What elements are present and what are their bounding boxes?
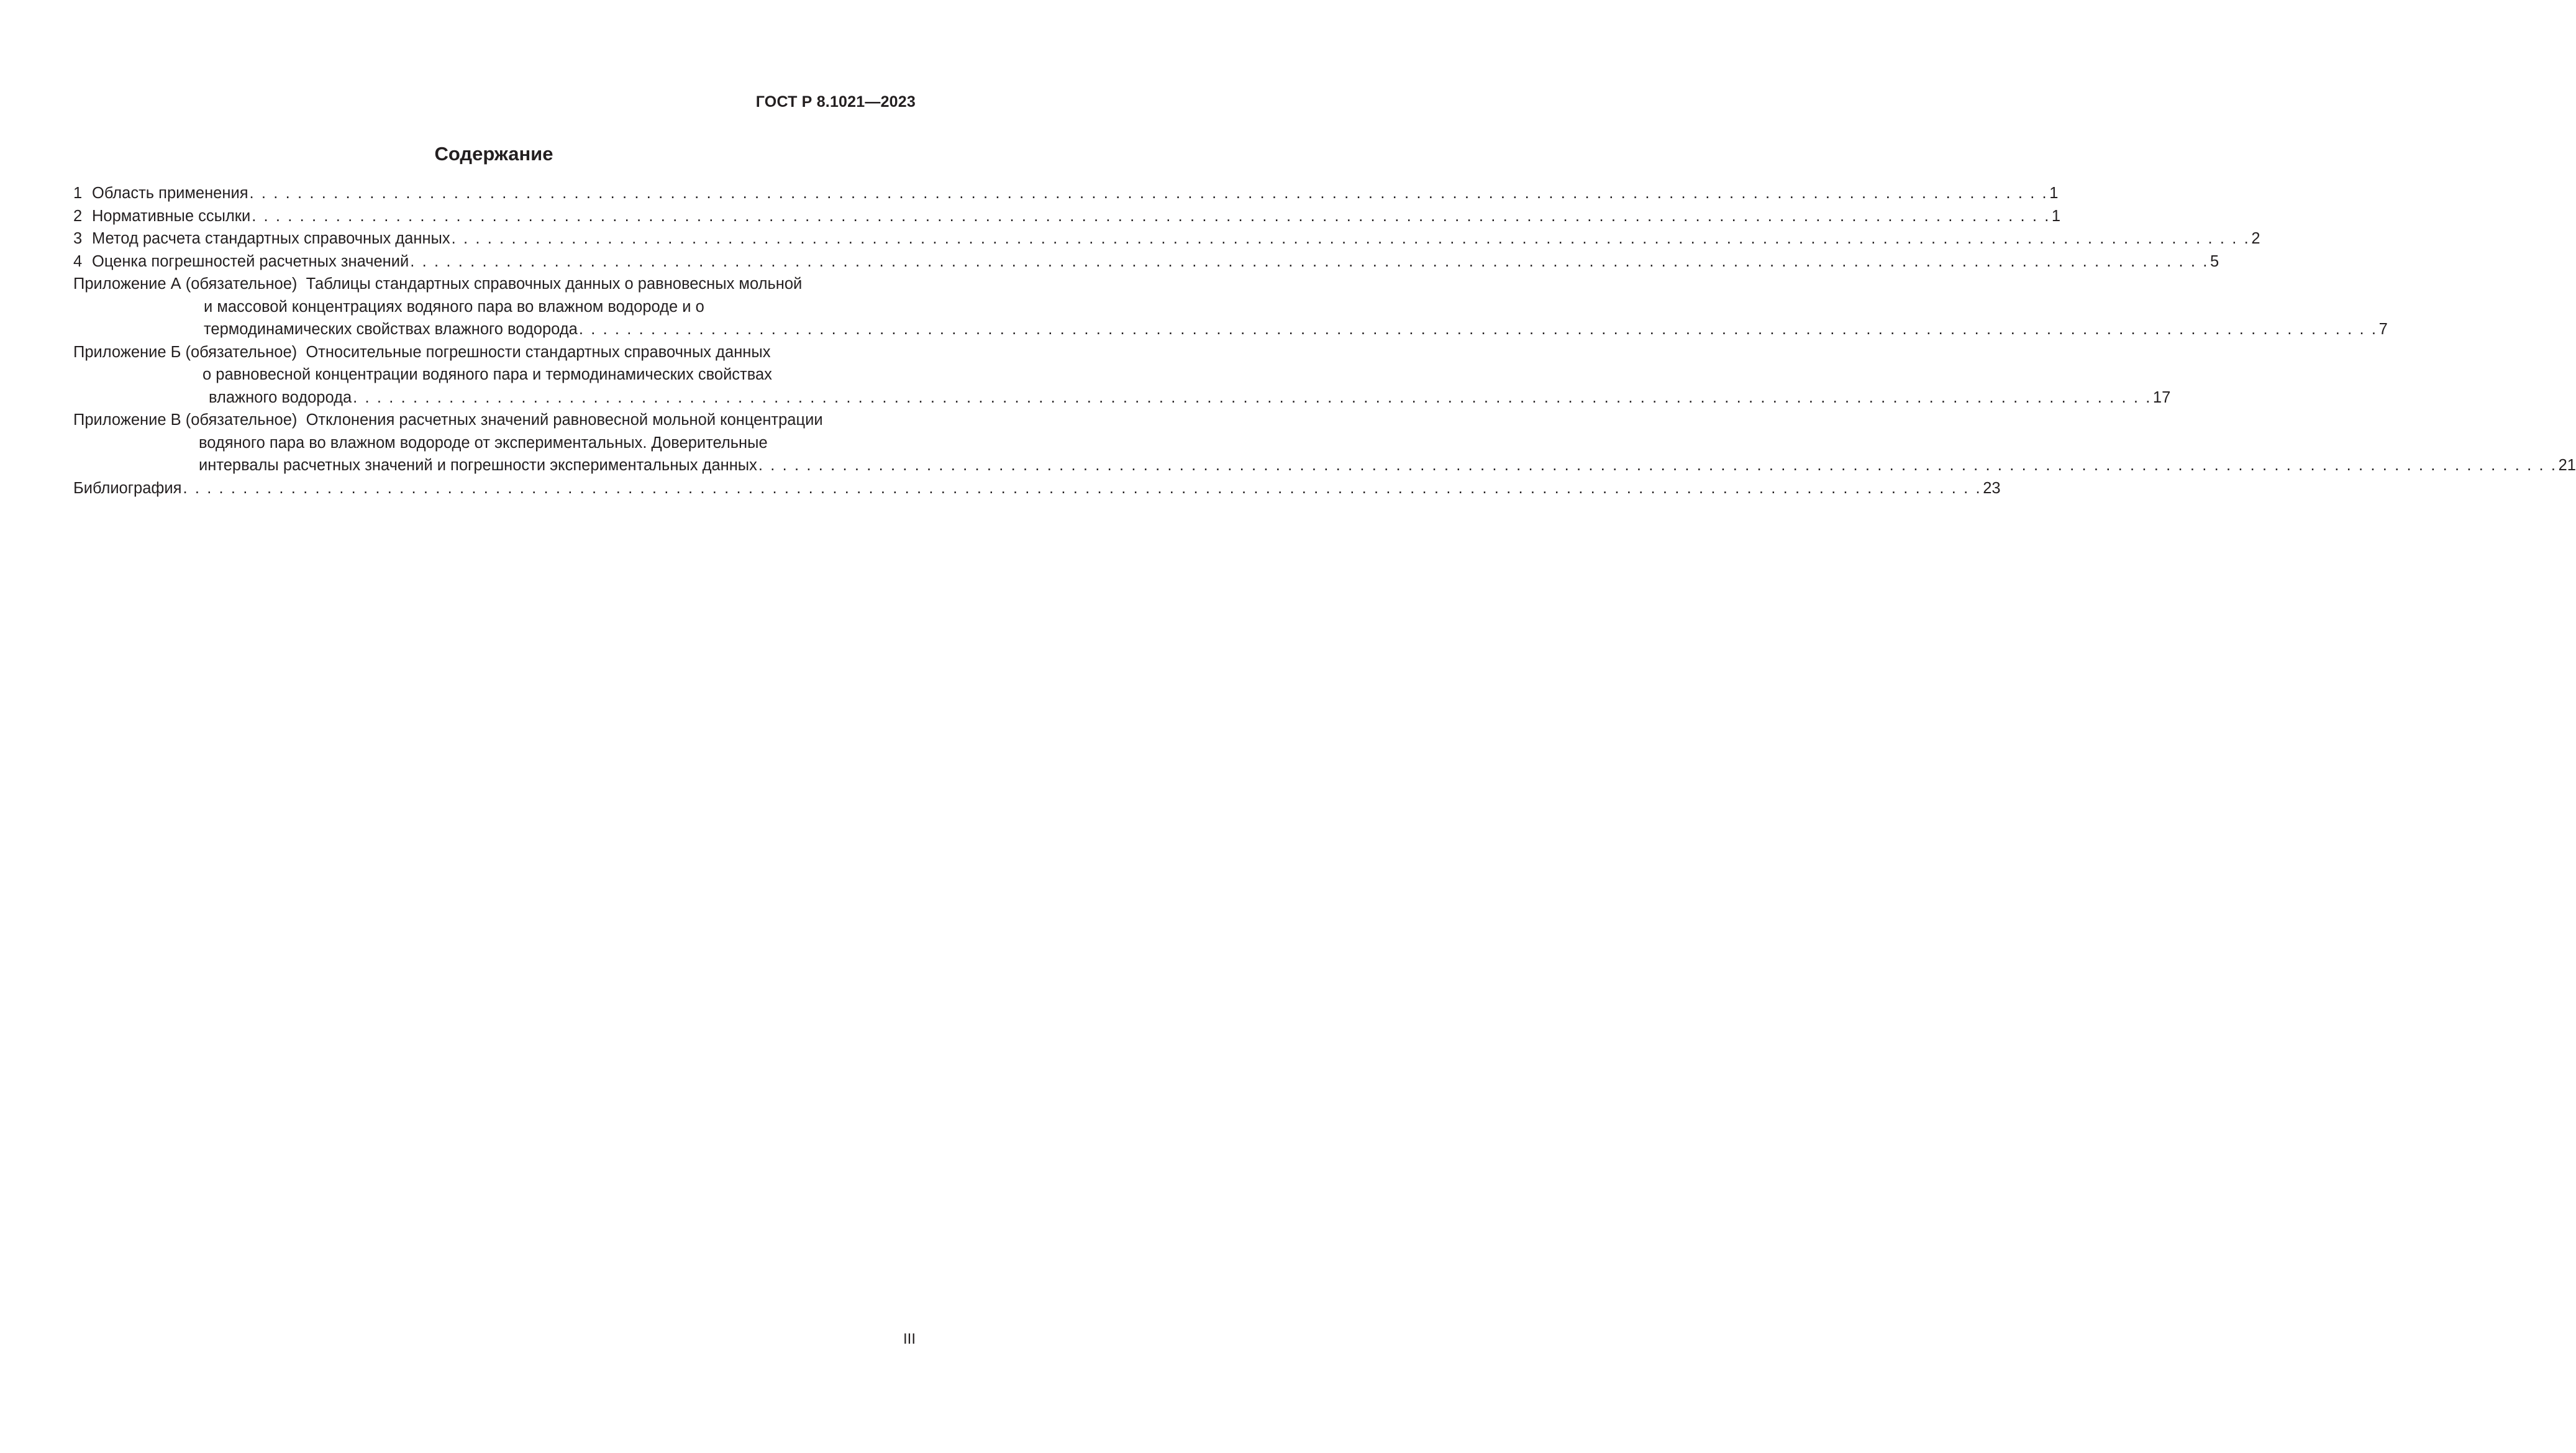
appendix-title-line-1: Относительные погрешности стандартных справочных данных: [306, 343, 771, 361]
leader-dots: . . . . . . . . . . . . . . . . . . . . . . . . . . . . . . . . . . . . . . . . . . . . . . . . . . . . . . . . . . . . . . . . . . . . . . . . . . . . . . . . . . . . . . . . . . . . . . . . . . . . . . . . . . . . . . . . . . . . . . . . . . . . . . . . . . . . . . . . . . . . . . . . . . . . . .: [758, 457, 2557, 474]
page-ref: 7: [2378, 321, 2388, 338]
appendix-title-line-2: водяного пара во влажном водороде от экспериментальных. Доверительные: [199, 434, 768, 452]
section-title: Область применения: [92, 184, 248, 202]
toc-entry-bibliography[interactable]: [73, 477, 2001, 500]
page-ref: 1: [2049, 184, 2059, 202]
toc-entry-appendix-a[interactable]: [73, 273, 2388, 341]
section-number: 1: [73, 184, 83, 202]
page-ref: 5: [2210, 252, 2219, 270]
appendix-title-line-3: интервалы расчетных значений и погрешности экспериментальных данных: [199, 457, 757, 474]
toc-entry-section-1[interactable]: [73, 182, 2059, 205]
toc-entry-appendix-b[interactable]: [73, 341, 2171, 409]
page-ref: 1: [2051, 207, 2061, 225]
appendix-title-line-3: влажного водорода: [209, 388, 352, 406]
page-ref: 23: [1983, 479, 2001, 497]
section-title: Нормативные ссылки: [92, 207, 251, 225]
page-ref: 2: [2251, 230, 2260, 247]
appendix-title-line-2: о равновесной концентрации водяного пара и термодинамических свойствах: [203, 366, 772, 383]
toc-entry-appendix-v[interactable]: [73, 409, 2576, 477]
section-title: Метод расчета стандартных справочных данных: [92, 230, 450, 247]
section-number: 2: [73, 207, 83, 225]
appendix-title-line-3: термодинамических свойствах влажного водорода: [204, 321, 578, 338]
page-ref: 21: [2558, 457, 2576, 474]
appendix-label: Приложение А (обязательное): [73, 275, 298, 293]
page-number: III: [903, 1331, 916, 1347]
leader-dots: . . . . . . . . . . . . . . . . . . . . . . . . . . . . . . . . . . . . . . . . . . . . . . . . . . . . . . . . . . . . . . . . . . . . . . . . . . . . . . . . . . . . . . . . . . . . . . . . . . . . . . . . . . . . . . . . . . . . . . . . . . . . . . . . . . . . . . . . . . . . . . . . . . . . . .: [183, 479, 1982, 497]
appendix-label: Приложение В (обязательное): [73, 411, 298, 429]
toc-entry-section-3[interactable]: [73, 227, 2260, 250]
section-number: 3: [73, 230, 83, 247]
appendix-title-line-1: Таблицы стандартных справочных данных о равновесных мольной: [306, 275, 803, 293]
document-code: ГОСТ Р 8.1021—2023: [755, 93, 916, 111]
table-of-contents: [73, 182, 2576, 499]
bibliography-title: Библиография: [73, 479, 182, 497]
appendix-title-line-1: Отклонения расчетных значений равновесной мольной концентрации: [306, 411, 823, 429]
page-ref: 17: [2152, 388, 2171, 406]
leader-dots: . . . . . . . . . . . . . . . . . . . . . . . . . . . . . . . . . . . . . . . . . . . . . . . . . . . . . . . . . . . . . . . . . . . . . . . . . . . . . . . . . . . . . . . . . . . . . . . . . . . . . . . . . . . . . . . . . . . . . . . . . . . . . . . . . . . . . . . . . . . . . . . . . . . . . .: [249, 184, 2049, 202]
toc-entry-section-2[interactable]: [73, 205, 2061, 228]
appendix-label: Приложение Б (обязательное): [73, 343, 298, 361]
toc-title: Содержание: [434, 143, 553, 165]
leader-dots: . . . . . . . . . . . . . . . . . . . . . . . . . . . . . . . . . . . . . . . . . . . . . . . . . . . . . . . . . . . . . . . . . . . . . . . . . . . . . . . . . . . . . . . . . . . . . . . . . . . . . . . . . . . . . . . . . . . . . . . . . . . . . . . . . . . . . . . . . . . . . . . . . . . . . .: [451, 230, 2251, 247]
toc-entry-section-4[interactable]: [73, 250, 2219, 273]
section-number: 4: [73, 252, 83, 270]
leader-dots: . . . . . . . . . . . . . . . . . . . . . . . . . . . . . . . . . . . . . . . . . . . . . . . . . . . . . . . . . . . . . . . . . . . . . . . . . . . . . . . . . . . . . . . . . . . . . . . . . . . . . . . . . . . . . . . . . . . . . . . . . . . . . . . . . . . . . . . . . . . . . . . . . . . . . .: [410, 252, 2209, 270]
section-title: Оценка погрешностей расчетных значений: [92, 252, 409, 270]
appendix-title-line-2: и массовой концентрациях водяного пара во влажном водороде и о: [204, 298, 704, 316]
leader-dots: . . . . . . . . . . . . . . . . . . . . . . . . . . . . . . . . . . . . . . . . . . . . . . . . . . . . . . . . . . . . . . . . . . . . . . . . . . . . . . . . . . . . . . . . . . . . . . . . . . . . . . . . . . . . . . . . . . . . . . . . . . . . . . . . . . . . . . . . . . . . . . . . . . . . . .: [353, 388, 2152, 406]
leader-dots: . . . . . . . . . . . . . . . . . . . . . . . . . . . . . . . . . . . . . . . . . . . . . . . . . . . . . . . . . . . . . . . . . . . . . . . . . . . . . . . . . . . . . . . . . . . . . . . . . . . . . . . . . . . . . . . . . . . . . . . . . . . . . . . . . . . . . . . . . . . . . . . . . . . . . .: [578, 321, 2378, 338]
leader-dots: . . . . . . . . . . . . . . . . . . . . . . . . . . . . . . . . . . . . . . . . . . . . . . . . . . . . . . . . . . . . . . . . . . . . . . . . . . . . . . . . . . . . . . . . . . . . . . . . . . . . . . . . . . . . . . . . . . . . . . . . . . . . . . . . . . . . . . . . . . . . . . . . . . . . . .: [252, 207, 2050, 225]
